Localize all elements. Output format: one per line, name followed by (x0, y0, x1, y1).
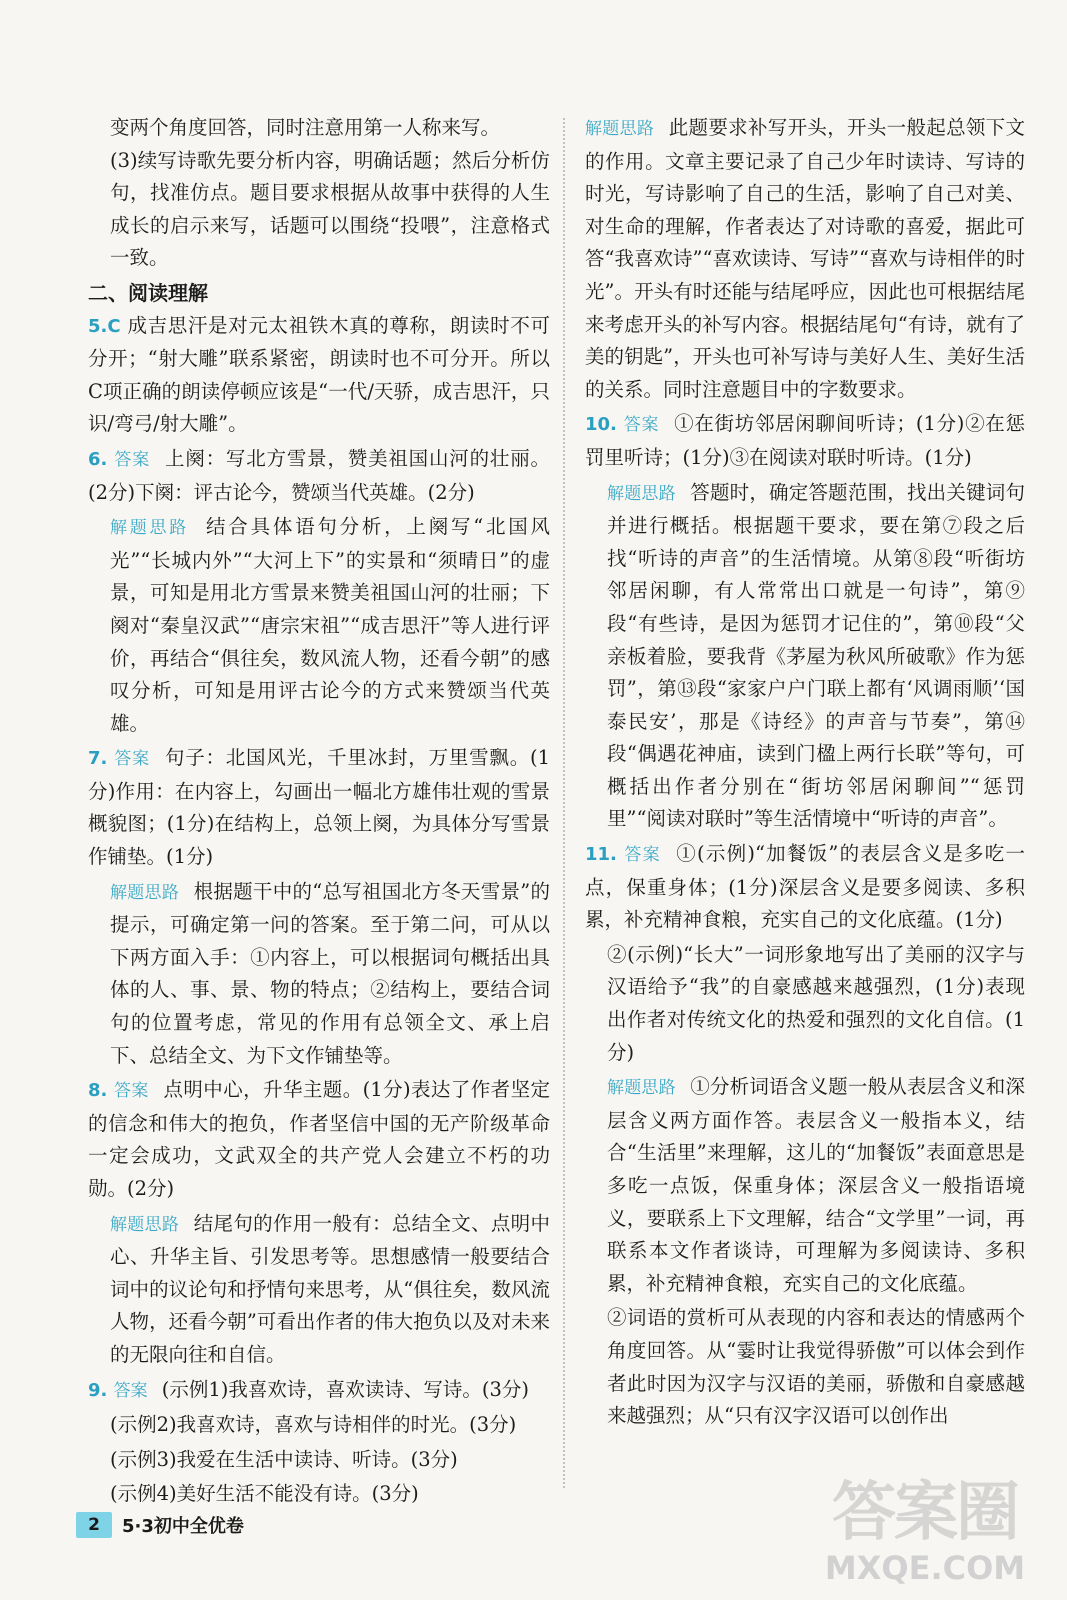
answer-tag: 答案 (624, 845, 661, 866)
question-number: 10. (585, 414, 617, 436)
idea-text: 此题要求补写开头，开头一般起总领下文的作用。文章主要记录了自己少年时读诗、写诗的时光，写诗影响了自己的生活，影响了自己对美、对生命的理解，作者表达了对诗歌的喜爱，据此可答“我喜欢诗”“喜欢读诗、写诗”“喜欢与诗相伴的时光”。开头有时还能与结尾呼应，因此也可根据结尾来考虑开头的补写内容。根据结尾句“有诗，就有了美的钥匙”，开头也可补写诗与美好人生、美好生活的关系。同时注意题目中的字数要求。 (585, 116, 1025, 401)
idea-text-1: ①分析词语含义题一般从表层含义和深层含义两方面作答。表层含义一般指本义，结合“生活里”来理解，这儿的“加餐饭”表面意思是多吃一点饭，保重身体；深层含义一般指语境义，要联系上下文理解，结合“文学里”一词，再联系本文作者谈诗，可理解为多阅读诗、多积累，补充精神食粮，充实自己的文化底蕴。 (607, 1075, 1025, 1295)
question-7-idea (88, 876, 550, 1073)
question-9-idea (585, 112, 1025, 406)
example-3: (示例3)我爱在生活中读诗、听诗。(3分) (110, 1447, 458, 1471)
idea-tag: 解题思路 (110, 1214, 180, 1235)
question-text: 成吉思汗是对元太祖铁木真的尊称，朗读时不可分开；“射大雕”联系紧密，朗读时也不可分开。所以C项正确的朗读停顿应该是“一代/天骄，成吉思汗，只识/弯弓/射大雕”。 (88, 313, 550, 436)
question-10-idea (585, 477, 1025, 837)
idea-text: 结尾句的作用一般有：总结全文、点明中心、升华主旨、引发思考等。思想感情一般要结合词中的议论句和抒情句来思考，从“俱往矣，数风流人物，还看今朝”可看出作者的伟大抱负以及对未来的无限向往和自信。 (110, 1211, 550, 1366)
example-2: (示例2)我喜欢诗，喜欢与诗相伴的时光。(3分) (110, 1413, 517, 1437)
idea-text: 根据题干中的“总写祖国北方冬天雪景”的提示，可确定第一问的答案。至于第二问，可从以下两方面入手：①内容上，可以根据词句概括出具体的人、事、景、物的特点；②结构上，要结合词句的位置考虑，常见的作用有总领全文、承上启下、总结全文、为下文作铺垫等。 (110, 879, 550, 1067)
question-number: 8. (88, 1080, 108, 1102)
question-10-answer (585, 408, 1025, 474)
question-number: 6. (88, 448, 108, 470)
question-5 (88, 310, 550, 441)
example-4: (示例4)美好生活不能没有诗。(3分) (110, 1482, 419, 1506)
page-footer (76, 1512, 244, 1538)
right-column (585, 112, 1025, 1433)
left-column (88, 112, 550, 1511)
answer-tag: 答案 (114, 1081, 149, 1102)
answer-text: 点明中心，升华主题。(1分)表达了作者坚定的信念和伟大的抱负，作者坚信中国的无产阶级革命一定会成功，文武双全的共产党人会建立不朽的功勋。(2分) (88, 1078, 551, 1200)
page-number: 2 (76, 1512, 112, 1538)
answer-text: 句子：北国风光，千里冰封，万里雪飘。(1分)作用：在内容上，勾画出一幅北方雄伟壮观的雪景概貌图；(1分)在结构上，总领上阕，为具体分写雪景作铺垫。(1分) (88, 746, 551, 869)
idea-tag: 解题思路 (110, 882, 180, 903)
question-number: 7. (88, 748, 108, 770)
question-number: 11. (585, 844, 617, 866)
question-6-answer (88, 443, 550, 509)
example-1: (示例1)我喜欢诗，喜欢读诗、写诗。(3分) (161, 1377, 530, 1401)
idea-text: 结合具体语句分析，上阕写“北国风光”“长城内外”“大河上下”的实景和“须晴日”的虚景，可知是用北方雪景来赞美祖国山河的壮丽；下阕对“秦皇汉武”“唐宗宋祖”“成吉思汗”等人进行评价，再结合“俱往矣，数风流人物，还看今朝”的感叹分析，可知是用评古论今的方式来赞颂当代英雄。 (110, 515, 550, 735)
answer-tag: 答案 (623, 415, 660, 436)
watermark (800, 1476, 1050, 1596)
question-7-answer (88, 742, 550, 873)
question-8-idea (88, 1208, 550, 1372)
answer-tag: 答案 (113, 1380, 148, 1401)
watermark-url: MXQE.COM (824, 1549, 1026, 1587)
question-6-idea (88, 511, 550, 740)
answer-text: 上阕：写北方雪景，赞美祖国山河的壮丽。(2分)下阕：评古论今，赞颂当代英雄。(2分) (88, 446, 551, 504)
answer-text-2: ②(示例)“长大”一词形象地写出了美丽的汉字与汉语给予“我”的自豪感越来越强烈，(1分)表现出作者对传统文化的热爱和强烈的文化自信。(1分) (607, 942, 1025, 1064)
idea-text: 答题时，确定答题范围，找出关键词句并进行概括。根据题干要求，要在第⑦段之后找“听诗的声音”的生活情境。从第⑧段“听街坊邻居闲聊，有人常常出口就是一句诗”，第⑨段“有些诗，是因为惩罚才记住的”，第⑩段“父亲板着脸，要我背《茅屋为秋风所破歌》作为惩罚”，第⑬段“家家户户门联上都有‘风调雨顺’‘国泰民安’，那是《诗经》的声音与节奏”，第⑭段“偶遇花神庙，读到门楹上两行长联”等句，可概括出作者分别在“街坊邻居闲聊间”“惩罚里”“阅读对联时”等生活情境中“听诗的声音”。 (607, 480, 1025, 831)
answer-text: ①在街坊邻居闲聊间听诗；(1分)②在惩罚里听诗；(1分)③在阅读对联时听诗。(1分) (585, 412, 1026, 469)
question-8-answer (88, 1074, 550, 1205)
idea-text-2: ②词语的赏析可从表现的内容和表达的情感两个角度回答。从“霎时让我觉得骄傲”可以体会到作者此时因为汉字与汉语的美丽，骄傲和自豪感越来越强烈；从“只有汉字汉语可以创作出 (607, 1306, 1025, 1428)
column-divider (563, 118, 565, 1488)
intro-line-1: 变两个角度回答，同时注意用第一人称来写。 (110, 116, 501, 139)
question-number: 9. (88, 1379, 108, 1401)
idea-tag: 解题思路 (585, 119, 655, 139)
question-number: 5.C (88, 315, 121, 337)
intro-line-2: (3)续写诗歌先要分析内容，明确话题；然后分析仿句，找准仿点。题目要求根据从故事中获得的人生成长的启示来写，话题可以围绕“投喂”，注意格式一致。 (110, 148, 550, 270)
question-9-answer (88, 1374, 550, 1408)
idea-tag: 解题思路 (607, 483, 676, 504)
idea-tag: 解题思路 (110, 518, 190, 539)
book-title: 5·3初中全优卷 (122, 1516, 244, 1537)
answer-tag: 答案 (114, 749, 150, 770)
question-11-idea (585, 1071, 1025, 1300)
section-title: 二、阅读理解 (88, 280, 208, 305)
answer-text-1: ①(示例)“加餐饭”的表层含义是多吃一点，保重身体；(1分)深层含义是要多阅读、多积累，补充精神食粮，充实自己的文化底蕴。(1分) (585, 842, 1026, 932)
answer-tag: 答案 (114, 449, 150, 470)
watermark-logo: 答案圈 (832, 1476, 1018, 1550)
question-11-answer (585, 838, 1025, 937)
idea-tag: 解题思路 (607, 1078, 676, 1099)
